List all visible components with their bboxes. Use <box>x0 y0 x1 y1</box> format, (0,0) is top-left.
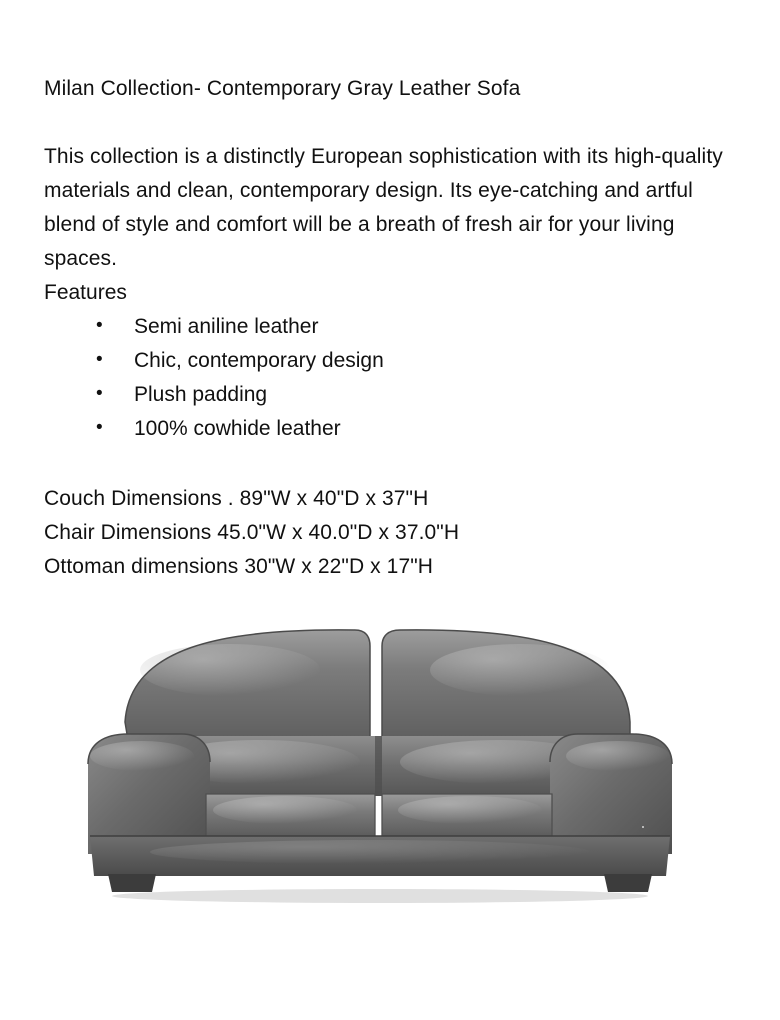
list-item <box>96 344 736 378</box>
page-title: Milan Collection- Contemporary Gray Leather Sofa <box>44 77 521 100</box>
bullet-icon: • <box>96 417 103 438</box>
gray-leather-sofa-photo <box>70 610 690 910</box>
sofa-back-cushions <box>125 630 630 740</box>
bullet-icon: • <box>96 383 103 404</box>
list-item <box>96 310 736 344</box>
sofa-base <box>90 836 670 876</box>
sofa-seat-cushions <box>206 794 552 838</box>
ottoman-dimensions: Ottoman dimensions 30"W x 22"D x 17"H <box>44 555 434 578</box>
dimensions-block <box>44 482 736 584</box>
chair-dimensions: Chair Dimensions 45.0"W x 40.0"D x 37.0"H <box>44 521 460 544</box>
bullet-icon: • <box>96 349 103 370</box>
list-item <box>96 378 736 412</box>
list-item-label: Chic, contemporary design <box>134 349 384 372</box>
list-item-label: 100% cowhide leather <box>134 417 341 440</box>
description-paragraph: This collection is a distinctly European sophistication with its high-quality materials and clean, contemporary design. Its eye-catching and artful blend of style and comfort will be a breath of fresh air for your living spaces. <box>44 145 723 270</box>
artifact-dot <box>642 826 644 828</box>
floor-shadow <box>112 889 648 903</box>
couch-dimensions: Couch Dimensions . 89"W x 40"D x 37"H <box>44 487 429 510</box>
list-item-label: Plush padding <box>134 383 268 406</box>
features-list <box>44 310 736 446</box>
list-item <box>96 412 736 446</box>
list-item-label: Semi aniline leather <box>134 315 319 338</box>
features-label: Features <box>44 281 127 304</box>
bullet-icon: • <box>96 315 103 336</box>
product-image-container <box>44 610 736 920</box>
